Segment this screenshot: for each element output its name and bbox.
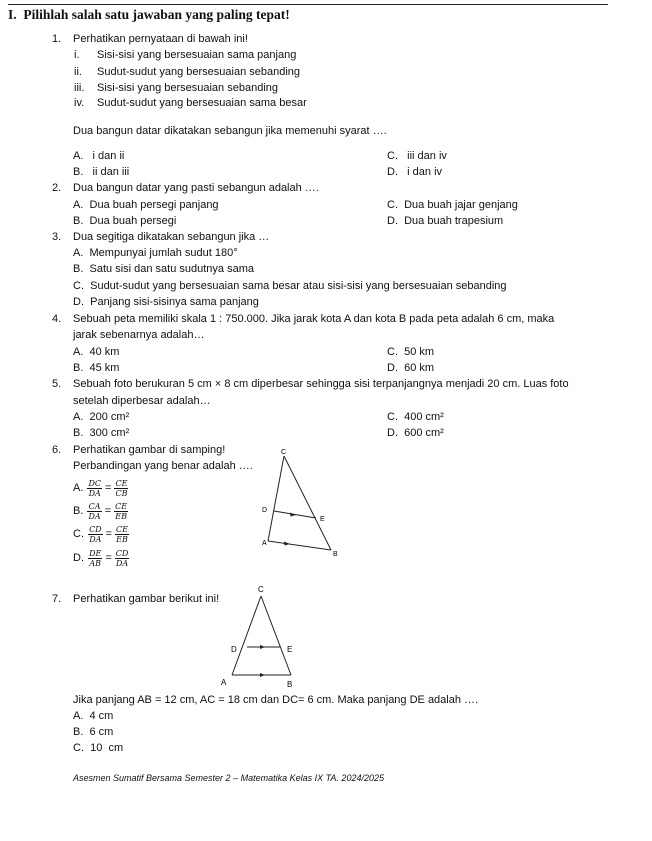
q4-option-c[interactable]: C. 50 km <box>387 346 435 358</box>
q4-text-line2: jarak sebenarnya adalah… <box>73 329 205 341</box>
label-d: D <box>262 507 268 514</box>
option-letter: B. <box>73 505 84 517</box>
q3-number: 3. <box>52 231 62 243</box>
q2-number: 2. <box>52 182 62 194</box>
label-b: B <box>333 551 338 558</box>
option-letter: A. <box>73 482 84 494</box>
q3-text: Dua segitiga dikatakan sebangun jika … <box>73 231 270 243</box>
fraction: $\frac{DE}{AB}$ <box>89 548 102 568</box>
q7-triangle-figure <box>215 582 305 692</box>
q7-text: Perhatikan gambar berikut ini! <box>73 593 220 605</box>
q2-text: Dua bangun datar yang pasti sebangun adalah …. <box>73 182 319 194</box>
q5-option-b[interactable]: B. 300 cm² <box>73 427 130 439</box>
fraction: $\frac{CD}{DA}$ <box>89 524 102 544</box>
q6-option-b[interactable]: B. $\frac{CA}{DA}$ = $\frac{CE}{EB}$ <box>73 501 128 521</box>
top-rule <box>8 4 608 5</box>
q1-statement: Sudut-sudut yang bersesuaian sebanding <box>97 66 301 78</box>
segment-de <box>274 511 316 518</box>
option-letter: D. <box>73 552 84 564</box>
q4-number: 4. <box>52 313 62 325</box>
q3-option-b[interactable]: B. Satu sisi dan satu sudutnya sama <box>73 263 254 275</box>
q6-triangle-figure <box>250 444 350 564</box>
q1-option-c[interactable]: C. iii dan iv <box>387 150 447 162</box>
q1-statement-num: i. <box>74 49 80 61</box>
q1-text: Perhatikan pernyataan di bawah ini! <box>73 33 248 45</box>
q1-statement-num: iv. <box>74 97 85 109</box>
q1-option-b[interactable]: B. ii dan iii <box>73 166 130 178</box>
label-e: E <box>287 645 293 654</box>
q1-statement: Sudut-sudut yang bersesuaian sama besar <box>97 97 307 109</box>
fraction: $\frac{DC}{DA}$ <box>88 478 102 498</box>
option-letter: C. <box>73 528 84 540</box>
q5-number: 5. <box>52 378 62 390</box>
label-e: E <box>320 516 325 523</box>
q1-prompt: Dua bangun datar dikatakan sebangun jika memenuhi syarat …. <box>73 125 387 137</box>
side-ca <box>268 456 284 541</box>
q4-option-b[interactable]: B. 45 km <box>73 362 120 374</box>
q6-option-a[interactable]: A. $\frac{DC}{DA}$ = $\frac{CE}{CB}$ <box>73 478 128 498</box>
q2-option-a[interactable]: A. Dua buah persegi panjang <box>73 199 219 211</box>
label-d: D <box>231 645 237 654</box>
side-ca <box>232 596 261 675</box>
page-footer: Asesmen Sumatif Bersama Semester 2 – Matematika Kelas IX TA. 2024/2025 <box>73 773 384 783</box>
fraction: $\frac{CE}{CB}$ <box>115 478 128 498</box>
section-heading: I. Pilihlah salah satu jawaban yang paling tepat! <box>8 7 290 22</box>
q1-option-a[interactable]: A. i dan ii <box>73 150 125 162</box>
q2-option-c[interactable]: C. Dua buah jajar genjang <box>387 199 518 211</box>
side-ab <box>268 541 331 550</box>
q1-statement: Sisi-sisi yang bersesuaian sebanding <box>97 82 278 94</box>
q7-prompt: Jika panjang AB = 12 cm, AC = 18 cm dan DC= 6 cm. Maka panjang DE adalah …. <box>73 694 479 706</box>
side-cb <box>261 596 291 675</box>
fraction: $\frac{CD}{DA}$ <box>115 548 129 568</box>
q4-text-line1: Sebuah peta memiliki skala 1 : 750.000. Jika jarak kota A dan kota B pada peta adalah 6 cm, maka <box>73 313 555 325</box>
q5-option-c[interactable]: C. 400 cm² <box>387 411 444 423</box>
q5-option-a[interactable]: A. 200 cm² <box>73 411 130 423</box>
q1-statement-num: ii. <box>74 66 82 78</box>
parallel-arrow-icon <box>260 645 265 649</box>
label-a: A <box>262 540 267 547</box>
q7-option-b[interactable]: B. 6 cm <box>73 726 114 738</box>
label-c: C <box>258 585 264 594</box>
q5-text-line1: Sebuah foto berukuran 5 cm × 8 cm diperbesar sehingga sisi terpanjangnya menjadi 20 cm. Luas foto <box>73 378 569 390</box>
q6-text-line1: Perhatikan gambar di samping! <box>73 444 226 456</box>
q2-option-b[interactable]: B. Dua buah persegi <box>73 215 177 227</box>
q4-option-a[interactable]: A. 40 km <box>73 346 120 358</box>
label-c: C <box>281 449 287 456</box>
q1-statement-num: iii. <box>74 82 85 94</box>
q3-option-d[interactable]: D. Panjang sisi-sisinya sama panjang <box>73 296 259 308</box>
q6-text-line2: Perbandingan yang benar adalah …. <box>73 460 253 472</box>
q2-option-d[interactable]: D. Dua buah trapesium <box>387 215 504 227</box>
q5-option-d[interactable]: D. 600 cm² <box>387 427 444 439</box>
fraction: $\frac{CE}{EB}$ <box>116 524 129 544</box>
side-cb <box>284 456 331 550</box>
q3-option-c[interactable]: C. Sudut-sudut yang bersesuaian sama besar atau sisi-sisi yang bersesuaian sebanding <box>73 280 507 292</box>
q4-option-d[interactable]: D. 60 km <box>387 362 435 374</box>
q1-option-d[interactable]: D. i dan iv <box>387 166 443 178</box>
q1-statement: Sisi-sisi yang bersesuaian sama panjang <box>97 49 297 61</box>
q7-number: 7. <box>52 593 62 605</box>
q7-option-c[interactable]: C. 10 cm <box>73 742 124 754</box>
q6-option-c[interactable]: C. $\frac{CD}{DA}$ = $\frac{CE}{EB}$ <box>73 524 129 544</box>
q1-number: 1. <box>52 33 62 45</box>
label-b: B <box>287 680 293 689</box>
parallel-arrow-icon <box>260 673 265 677</box>
q5-text-line2: setelah diperbesar adalah… <box>73 395 211 407</box>
q6-option-d[interactable]: D. $\frac{DE}{AB}$ = $\frac{CD}{DA}$ <box>73 548 129 568</box>
parallel-arrow-icon <box>284 542 290 546</box>
label-a: A <box>221 678 227 687</box>
fraction: $\frac{CE}{EB}$ <box>115 501 128 521</box>
fraction: $\frac{CA}{DA}$ <box>88 501 101 521</box>
q7-option-a[interactable]: A. 4 cm <box>73 710 114 722</box>
q3-option-a[interactable]: A. Mempunyai jumlah sudut 180° <box>73 247 238 259</box>
q6-number: 6. <box>52 444 62 456</box>
